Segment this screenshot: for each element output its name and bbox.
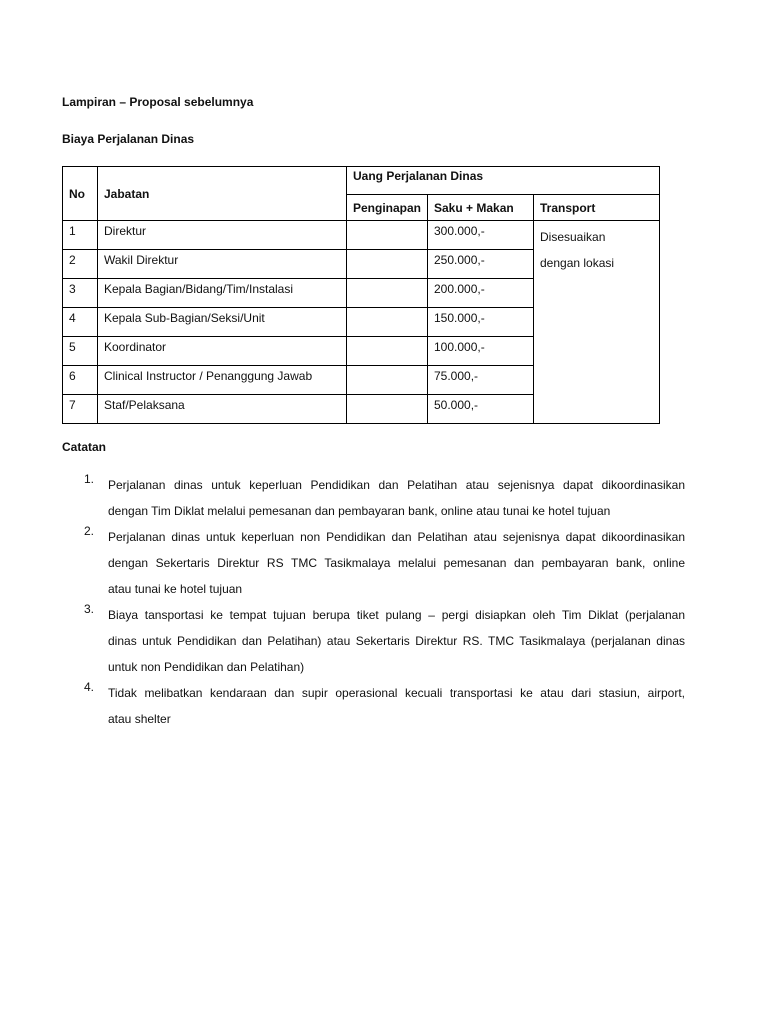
- cell-saku-makan: 75.000,-: [428, 366, 534, 395]
- cell-saku-makan: 50.000,-: [428, 395, 534, 424]
- cell-jabatan: Staf/Pelaksana: [98, 395, 347, 424]
- transport-note-line-2: dengan lokasi: [540, 256, 615, 270]
- note-number: 4.: [84, 680, 95, 694]
- note-line: Perjalanan dinas untuk keperluan Pendidikan dan Pelatihan atau sejenisnya dapat dikoordinasikan: [108, 478, 685, 492]
- note-number: 1.: [84, 472, 95, 486]
- cell-penginapan: [347, 366, 428, 395]
- section-title: Biaya Perjalanan Dinas: [62, 132, 195, 146]
- cell-no: 6: [63, 366, 98, 395]
- cell-saku-makan: 150.000,-: [428, 308, 534, 337]
- cell-no: 4: [63, 308, 98, 337]
- note-line: atau shelter: [108, 712, 171, 726]
- note-number: 3.: [84, 602, 95, 616]
- cell-jabatan: Clinical Instructor / Penanggung Jawab: [98, 366, 347, 395]
- note-item: [62, 524, 685, 602]
- note-line: dengan Sekertaris Direktur RS TMC Tasikmalaya melalui pemesanan dan pembayaran bank, online: [108, 556, 685, 570]
- note-line: atau tunai ke hotel tujuan: [108, 582, 243, 596]
- cell-penginapan: [347, 395, 428, 424]
- cell-jabatan: Direktur: [98, 221, 347, 250]
- cell-no: 7: [63, 395, 98, 424]
- header-penginapan: Penginapan: [347, 195, 428, 221]
- note-number: 2.: [84, 524, 95, 538]
- notes-title: Catatan: [62, 440, 107, 454]
- cell-penginapan: [347, 308, 428, 337]
- cell-penginapan: [347, 337, 428, 366]
- note-line: Perjalanan dinas untuk keperluan non Pendidikan dan Pelatihan atau sejenisnya dapat dikoordinasikan: [108, 530, 685, 544]
- cell-jabatan: Wakil Direktur: [98, 250, 347, 279]
- note-item: [62, 602, 685, 680]
- cell-no: 2: [63, 250, 98, 279]
- header-jabatan: Jabatan: [98, 167, 347, 221]
- note-line: Tidak melibatkan kendaraan dan supir operasional kecuali transportasi ke atau dari stasiun, airport,: [108, 686, 685, 700]
- notes-list: [62, 472, 685, 732]
- note-line: untuk non Pendidikan dan Pelatihan): [108, 660, 305, 674]
- header-transport: Transport: [534, 195, 660, 221]
- note-item: [62, 680, 685, 732]
- note-line: dengan Tim Diklat melalui pemesanan dan pembayaran bank, online atau tunai ke hotel tujuan: [108, 504, 611, 518]
- header-no: No: [63, 167, 98, 221]
- cell-saku-makan: 300.000,-: [428, 221, 534, 250]
- note-item: [62, 472, 685, 524]
- cell-no: 1: [63, 221, 98, 250]
- cell-jabatan: Koordinator: [98, 337, 347, 366]
- table-row: [63, 221, 660, 250]
- transport-note-line-1: Disesuaikan: [540, 230, 606, 244]
- cell-saku-makan: 250.000,-: [428, 250, 534, 279]
- note-line: dinas untuk Pendidikan dan Pelatihan) atau Sekertaris Direktur RS. TMC Tasikmalaya (perjalanan dinas: [108, 634, 685, 648]
- header-saku-makan: Saku + Makan: [428, 195, 534, 221]
- cell-saku-makan: 200.000,-: [428, 279, 534, 308]
- note-line: Biaya tansportasi ke tempat tujuan berupa tiket pulang – pergi disiapkan oleh Tim Diklat (perjalanan: [108, 608, 685, 622]
- cell-no: 3: [63, 279, 98, 308]
- cell-saku-makan: 100.000,-: [428, 337, 534, 366]
- cell-jabatan: Kepala Sub-Bagian/Seksi/Unit: [98, 308, 347, 337]
- document-title: Lampiran – Proposal sebelumnya: [62, 95, 254, 109]
- travel-cost-table: [62, 166, 660, 424]
- cell-transport: [534, 221, 660, 424]
- cell-penginapan: [347, 221, 428, 250]
- header-uang-perjalanan-dinas: Uang Perjalanan Dinas: [347, 167, 660, 195]
- cell-jabatan: Kepala Bagian/Bidang/Tim/Instalasi: [98, 279, 347, 308]
- cell-penginapan: [347, 250, 428, 279]
- cell-penginapan: [347, 279, 428, 308]
- cell-no: 5: [63, 337, 98, 366]
